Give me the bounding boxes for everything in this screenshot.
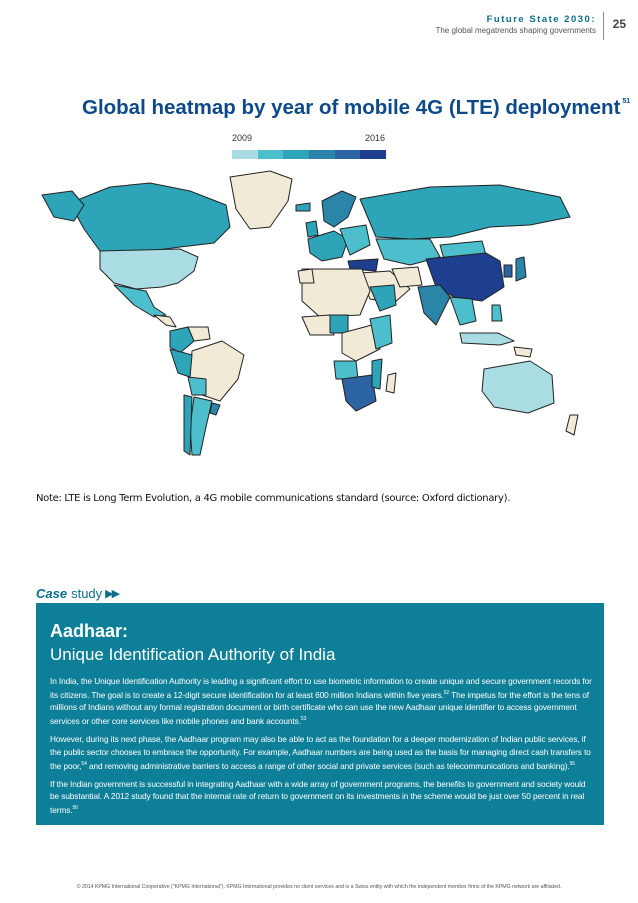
west-africa-shape	[302, 315, 334, 335]
legend-start-year: 2009	[232, 133, 253, 143]
footnote-ref: 53	[300, 716, 307, 723]
map-title	[82, 96, 630, 120]
uk-shape	[306, 221, 318, 237]
page-number: 25	[612, 17, 626, 31]
southern-africa-shape	[342, 375, 376, 411]
morocco-shape	[298, 269, 314, 283]
philippines-shape	[492, 305, 502, 321]
russia-shape	[360, 185, 570, 239]
southeast-asia-shape	[450, 297, 476, 325]
canada-shape	[70, 183, 230, 255]
copyright-footer: © 2014 KPMG International Cooperative ("KPMG International"). KPMG International provides no client services and is a Swiss entity with which the independent member firms of the KPMG network are affiliated.	[76, 884, 562, 890]
nigeria-shape	[330, 315, 348, 333]
case-study-box	[36, 603, 604, 825]
papua-shape	[514, 347, 532, 357]
case-label-bold: Case	[36, 586, 68, 601]
map-title-footnote: 51	[622, 98, 631, 105]
scandinavia-shape	[322, 191, 356, 227]
new-zealand-shape	[566, 415, 578, 435]
footnote-ref: 56	[72, 805, 78, 812]
running-header	[435, 14, 596, 35]
bolivia-shape	[188, 377, 206, 395]
angola-shape	[334, 361, 358, 379]
p2-text-a: However, during its next phase, the Aadhaar program may also be able to act as the foundation for a deeper modernization of Indian public services, if the public sector chooses to embrace the opportunity. For example, Aadhaar numbers are being used as the basis for managing direct cash transfers to the poor,	[50, 734, 591, 771]
p3-text: If the Indian government is successful in integrating Aadhaar with a wide array of government programs, the benefits to government and society would be substantial. A 2012 study found that the internal rate of return to government on its investments in the scheme would be just over 50 percent in real terms.	[50, 778, 586, 815]
legend-swatch	[258, 150, 284, 159]
footnote-ref: 52	[443, 690, 450, 697]
report-subtitle: The global megatrends shaping governments	[435, 26, 596, 35]
peru-shape	[170, 349, 192, 377]
legend-swatch	[360, 150, 386, 159]
legend-color-scale	[232, 150, 386, 159]
argentina-shape	[190, 397, 212, 455]
legend-swatch	[232, 150, 258, 159]
central-america-shape	[154, 315, 176, 327]
legend-swatch	[309, 150, 335, 159]
chile-shape	[184, 395, 192, 455]
header-divider	[603, 12, 604, 40]
footnote-ref: 55	[569, 760, 575, 767]
map-title-text: Global heatmap by year of mobile 4G (LTE) deployment	[82, 96, 621, 119]
greenland-shape	[230, 171, 292, 229]
indonesia-shape	[460, 333, 514, 345]
madagascar-shape	[386, 373, 396, 393]
world-heatmap	[30, 165, 585, 483]
mozambique-shape	[372, 359, 382, 389]
report-title: Future State 2030:	[486, 14, 596, 25]
legend-end-year: 2016	[365, 133, 386, 143]
map-note: Note: LTE is Long Term Evolution, a 4G mobile communications standard (source: Oxford dictionary).	[36, 493, 511, 504]
japan-shape	[516, 257, 526, 281]
case-paragraph-3	[50, 778, 592, 816]
footnote-ref: 54	[81, 760, 87, 767]
p1-text: In India, the Unique Identification Authority is leading a significant effort to use biometric information to create unique and secure government records for its citizens. The goal is to create a 12-digit secure identification for at least 600 million Indians within five years.	[50, 676, 592, 700]
case-paragraph-2	[50, 733, 592, 771]
korea-shape	[504, 265, 512, 277]
case-study-label	[36, 586, 118, 601]
p1-text-b: The impetus for the effort is the tens of millions of Indians without any formal registration document or birth certificate who can use the new Aadhaar unique identifier to access government services or other core services like mobile phones and bank accounts.	[50, 689, 589, 727]
case-study-title: Aadhaar:	[50, 621, 129, 641]
double-arrow-icon: ▶▶	[105, 588, 119, 600]
australia-shape	[482, 361, 554, 413]
usa-shape	[100, 249, 198, 289]
case-paragraph-1	[50, 675, 592, 727]
legend-swatch	[335, 150, 361, 159]
p2-text-b: and removing administrative barriers to access a range of other social and private services (such as telecommunications and banking).	[86, 760, 570, 771]
mexico-shape	[114, 285, 166, 317]
india-shape	[418, 285, 450, 325]
case-label-rest: study	[71, 586, 103, 601]
legend-swatch	[283, 150, 309, 159]
case-study-subtitle: Unique Identification Authority of India	[50, 645, 336, 664]
uruguay-shape	[210, 403, 220, 415]
iceland-shape	[296, 203, 310, 211]
